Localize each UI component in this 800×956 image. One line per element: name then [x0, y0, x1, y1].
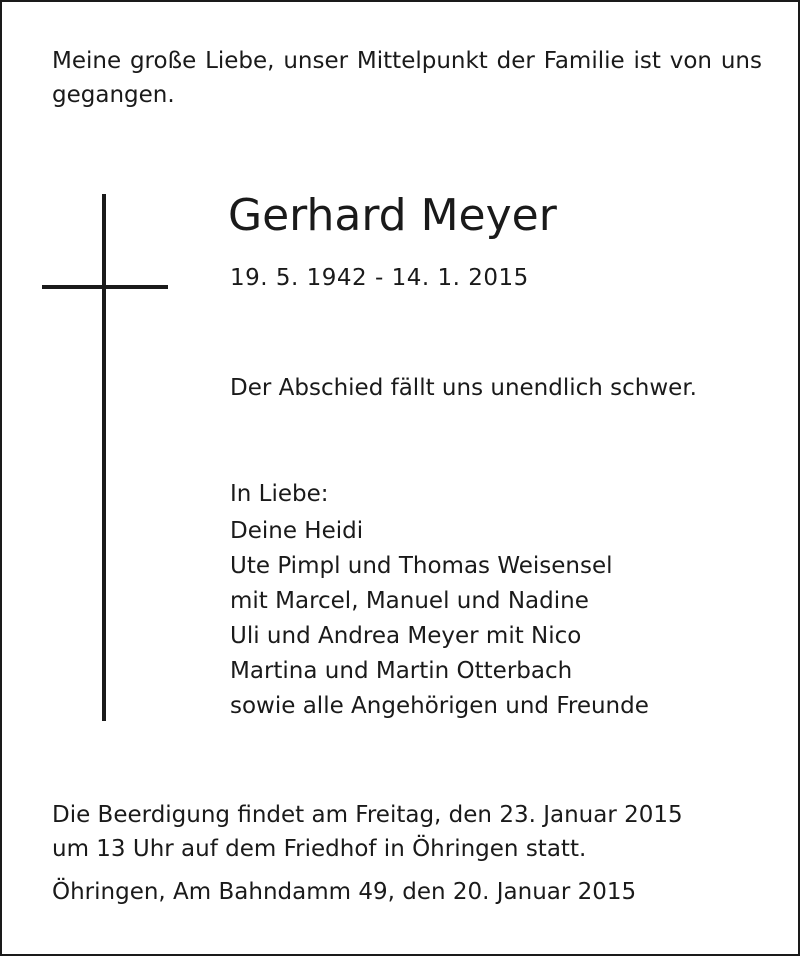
mourner-list	[230, 514, 649, 724]
deceased-name: Gerhard Meyer	[228, 190, 557, 241]
funeral-info	[52, 798, 772, 866]
list-item: Uli und Andrea Meyer mit Nico	[230, 623, 582, 649]
farewell-line: Der Abschied fällt uns unendlich schwer.	[230, 375, 697, 401]
list-item: Deine Heidi	[230, 518, 364, 544]
life-dates: 19. 5. 1942 - 14. 1. 2015	[230, 265, 529, 291]
list-item: Ute Pimpl und Thomas Weisensel	[230, 553, 613, 579]
list-item: Martina und Martin Otterbach	[230, 658, 573, 684]
cross-vertical-bar	[102, 194, 106, 721]
intro-text: Meine große Liebe, unser Mittelpunkt der Familie ist von uns gegangen.	[52, 48, 762, 108]
funeral-info-line: um 13 Uhr auf dem Friedhof in Öhringen statt.	[52, 836, 587, 862]
list-item: mit Marcel, Manuel und Nadine	[230, 588, 589, 614]
cross-horizontal-bar	[42, 285, 168, 289]
address-line: Öhringen, Am Bahndamm 49, den 20. Januar 2015	[52, 879, 637, 905]
in-love-label: In Liebe:	[230, 481, 329, 507]
list-item: sowie alle Angehörigen und Freunde	[230, 693, 649, 719]
funeral-info-line: Die Beerdigung findet am Freitag, den 23. Januar 2015	[52, 802, 683, 828]
